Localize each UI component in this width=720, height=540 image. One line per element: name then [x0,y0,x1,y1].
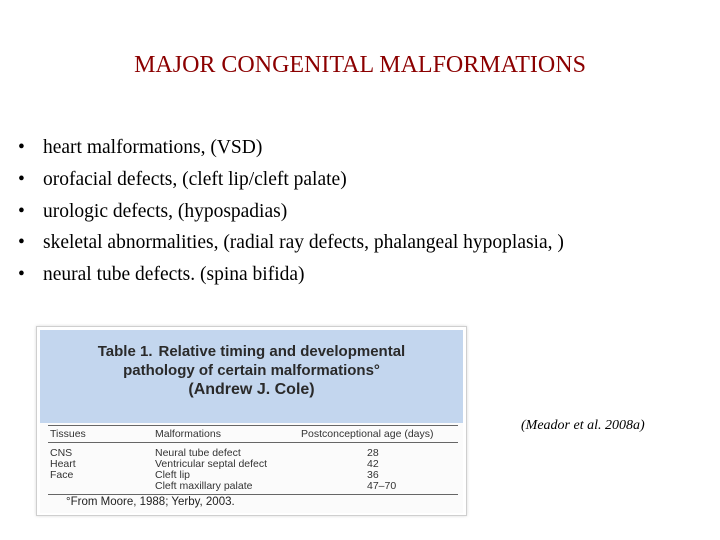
table-rule-bottom [48,494,458,495]
cell-malformation: Cleft maxillary palate [155,480,253,492]
table-rule-header [48,442,458,443]
column-header-age: Postconceptional age (days) [301,428,434,440]
table-footnote: °From Moore, 1988; Yerby, 2003. [66,496,235,508]
bullet-dot: • [18,200,25,222]
slide-title: MAJOR CONGENITAL MALFORMATIONS [134,52,586,78]
table-image [36,326,467,516]
table-header [40,330,463,423]
bullet-text: skeletal abnormalities, (radial ray defects, phalangeal hypoplasia, ) [43,232,564,254]
citation: (Meador et al. 2008a) [521,418,645,433]
cell-tissue: Heart [50,458,76,470]
bullet-dot: • [18,232,25,254]
cell-age: 36 [367,469,379,481]
cell-tissue: CNS [50,447,73,459]
table-label: Table 1. [97,343,153,360]
cell-malformation: Ventricular septal defect [155,458,268,470]
table-title-line [40,330,463,361]
column-header-malformations: Malformations [155,428,221,440]
cell-tissue: Face [50,469,74,481]
bullet-dot: • [18,137,25,158]
bullet-dot: • [18,264,25,286]
table-author: (Andrew J. Cole) [188,381,315,398]
cell-age: 47–70 [367,480,397,492]
bullet-list [18,132,708,291]
bullet-text: orofacial defects, (cleft lip/cleft palate) [43,168,347,190]
bullet-dot: • [18,168,25,190]
bullet-item [18,259,708,291]
bullet-text: urologic defects, (hypospadias) [43,200,288,222]
table-body [40,423,463,513]
cell-age: 42 [367,458,379,470]
cell-malformation: Neural tube defect [155,447,241,459]
bullet-item [18,164,708,196]
column-header-tissues: Tissues [50,428,86,440]
cell-malformation: Cleft lip [155,469,191,481]
cell-age: 28 [367,447,379,459]
bullet-item [18,196,708,228]
bullet-text: heart malformations, (VSD) [43,137,263,158]
table-rule-top [48,425,458,426]
bullet-item [18,132,708,164]
table-title-2: pathology of certain malformations° [123,362,380,379]
bullet-text: neural tube defects. (spina bifida) [43,264,305,286]
bullet-item [18,227,708,259]
table-title-1: Relative timing and developmental [158,343,406,360]
